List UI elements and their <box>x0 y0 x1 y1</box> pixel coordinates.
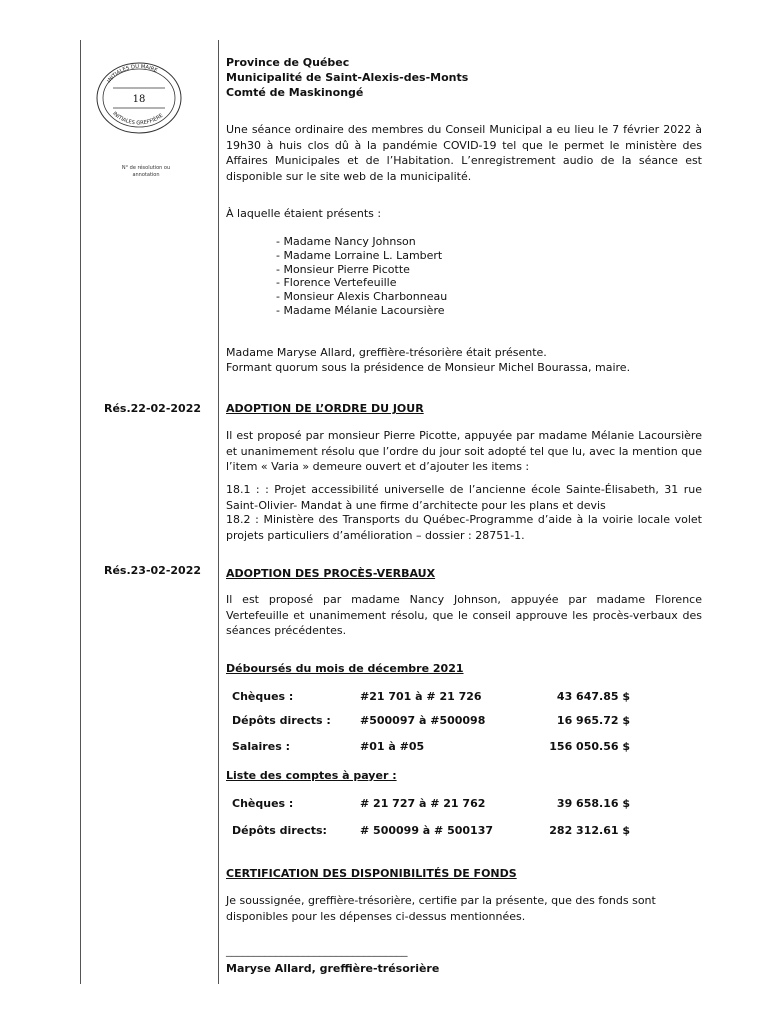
header-municipality: Municipalité de Saint-Alexis-des-Monts <box>226 71 469 84</box>
resolution-body: Il est proposé par madame Nancy Johnson, appuyée par madame Florence Vertefeuille et unanimement résolu, que le conseil approuve les procès-verbaux des séances précédentes. <box>226 593 702 637</box>
seal-bottom-text: INITIALES GREFFIÈRE <box>111 110 165 127</box>
secretary-block <box>226 345 630 375</box>
right-margin-line <box>218 40 219 984</box>
disbursement-amount: 43 647.85 $ <box>556 690 630 703</box>
seal-number: 18 <box>132 94 146 105</box>
resolution-body: Il est proposé par monsieur Pierre Picotte, appuyée par madame Mélanie Lacoursière et unanimement résolu que l’ordre du jour soit adopté tel que lu, avec la mention que l’item « Varia » demeure ouvert et d’ajouter les items : <box>226 429 702 473</box>
disbursement-range: #01 à #05 <box>360 740 425 753</box>
signature-line: _________________________________ <box>226 944 408 957</box>
mayor-seal <box>95 60 183 135</box>
disbursements-title: Déboursés du mois de décembre 2021 <box>226 662 464 675</box>
certification-body: Je soussignée, greffière-trésorière, certifie par la présente, que des fonds sont disponibles pour les dépenses ci-dessus mentionnées. <box>226 894 656 923</box>
payable-amount: 282 312.61 $ <box>549 824 630 837</box>
disbursement-amount: 156 050.56 $ <box>549 740 630 753</box>
attendee-item: - Madame Mélanie Lacoursière <box>276 303 445 317</box>
attendees-list <box>276 235 447 318</box>
payables-title: Liste des comptes à payer : <box>226 769 397 782</box>
svg-text:INITIALES DU MAIRE <box>106 64 158 84</box>
disbursement-amount: 16 965.72 $ <box>556 714 630 727</box>
payable-range: # 500099 à # 500137 <box>360 824 494 837</box>
attendee-item: - Madame Lorraine L. Lambert <box>276 248 443 262</box>
quorum-line: Formant quorum sous la présidence de Monsieur Michel Bourassa, maire. <box>226 361 631 374</box>
resolution-number: Rés.22-02-2022 <box>104 402 202 415</box>
attendee-item: - Monsieur Alexis Charbonneau <box>276 290 448 304</box>
disbursement-range: #21 701 à # 21 726 <box>360 690 482 703</box>
seal-graphic <box>95 60 183 135</box>
signatory-name: Maryse Allard, greffière-trésorière <box>226 962 440 975</box>
agenda-item: 18.1 : : Projet accessibilité universelle de l’ancienne école Sainte-Élisabeth, 31 rue Saint-Olivier- Mandat à une firme d’architecte pour les plans et devis <box>226 483 702 512</box>
certification-title: CERTIFICATION DES DISPONIBILITÉS DE FONDS <box>226 867 517 880</box>
intro-paragraph: Une séance ordinaire des membres du Conseil Municipal a eu lieu le 7 février 2022 à 19h30 à huis clos dû à la pandémie COVID-19 tel que le permet le ministère des Affaires Municipales et de l’Habitation. L’enregistrement audio de la séance est disponible sur le site web de la municipalité. <box>226 123 702 183</box>
left-margin-line <box>80 40 81 984</box>
disbursement-label: Salaires : <box>232 740 290 753</box>
payable-label: Chèques : <box>232 797 294 810</box>
agenda-item: 18.2 : Ministère des Transports du Québec-Programme d’aide à la voirie locale volet projets particuliers d’amélioration – dossier : 28751-1. <box>226 513 702 542</box>
header-province: Province de Québec <box>226 56 350 69</box>
secretary-line: Madame Maryse Allard, greffière-trésorière était présente. <box>226 346 547 359</box>
payable-range: # 21 727 à # 21 762 <box>360 797 486 810</box>
section-title: ADOPTION DE L’ORDRE DU JOUR <box>226 402 424 415</box>
presents-label: À laquelle étaient présents : <box>226 207 382 220</box>
payable-amount: 39 658.16 $ <box>556 797 630 810</box>
document-header <box>226 55 468 100</box>
svg-text:INITIALES GREFFIÈRE <box>111 111 164 127</box>
resolution-number-label: N° de résolution ou annotation <box>121 165 171 178</box>
disbursement-label: Dépôts directs : <box>232 714 331 727</box>
header-county: Comté de Maskinongé <box>226 86 364 99</box>
attendee-item: - Monsieur Pierre Picotte <box>276 262 410 276</box>
disbursement-label: Chèques : <box>232 690 294 703</box>
attendee-item: - Madame Nancy Johnson <box>276 235 416 248</box>
resolution-number: Rés.23-02-2022 <box>104 564 202 577</box>
section-title: ADOPTION DES PROCÈS-VERBAUX <box>226 567 436 580</box>
attendee-item: - Florence Vertefeuille <box>276 276 397 290</box>
disbursement-range: #500097 à #500098 <box>360 714 486 727</box>
seal-top-text: INITIALES DU MAIRE <box>106 63 159 84</box>
payable-label: Dépôts directs: <box>232 824 327 837</box>
